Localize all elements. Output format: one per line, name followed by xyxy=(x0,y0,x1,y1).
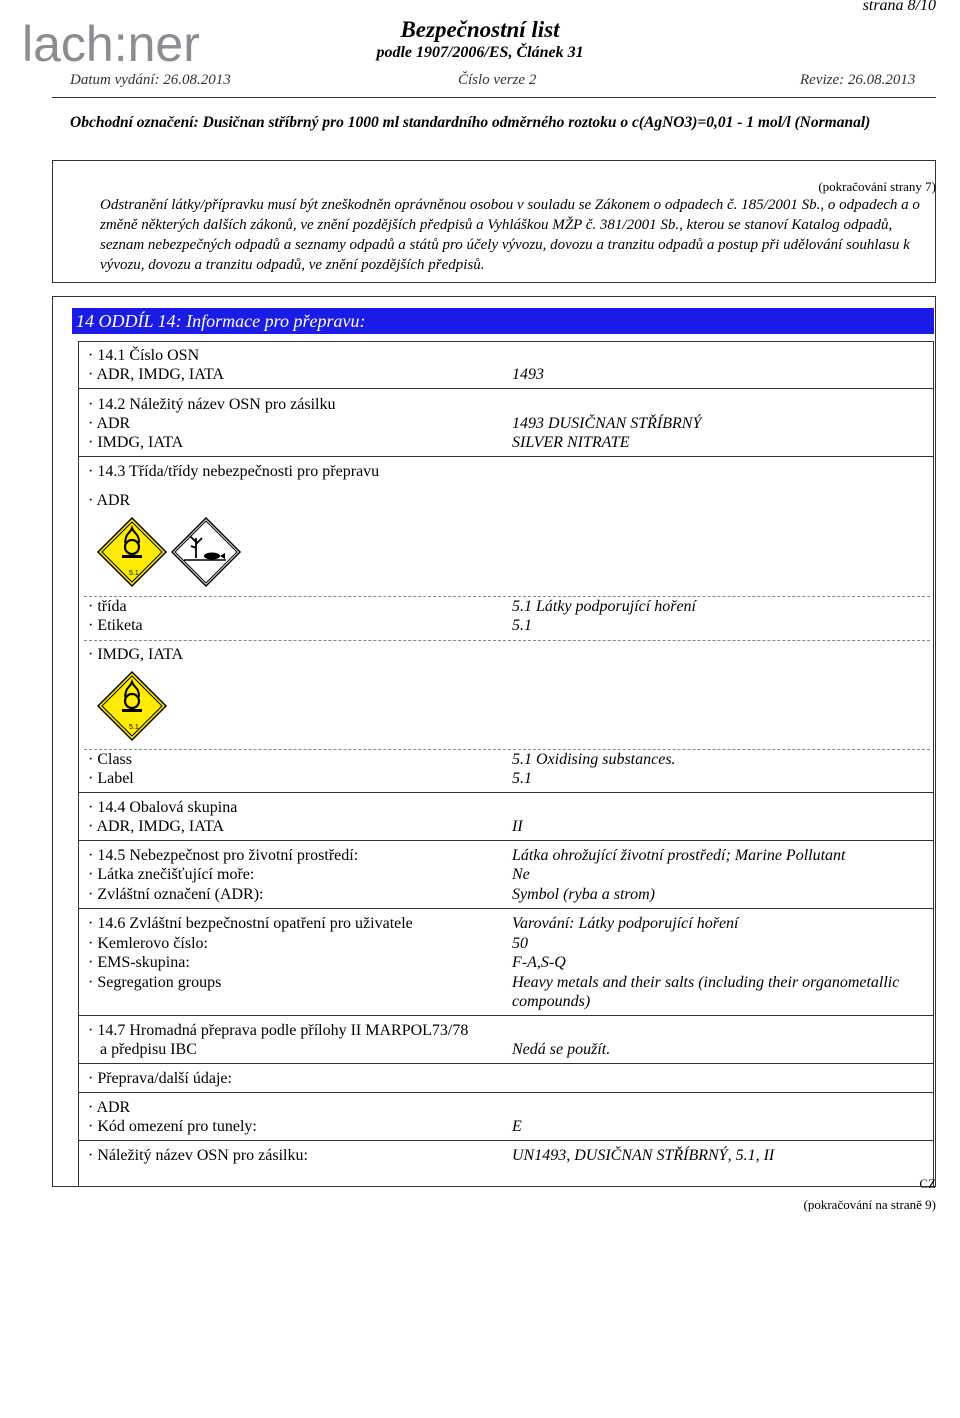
imdg-oxidizer-diamond-icon xyxy=(96,670,168,742)
shipping-name-imdg-value: SILVER NITRATE xyxy=(512,434,630,451)
continuation-to-next: (pokračování na straně 9) xyxy=(803,1197,936,1212)
header-rule xyxy=(52,97,936,98)
shipping-name-adr-label: · ADR xyxy=(88,415,131,432)
marine-pollutant-value: Ne xyxy=(512,866,530,883)
shipping-name-imdg-label: · IMDG, IATA xyxy=(88,434,184,451)
revision-date: Revize: 26.08.2013 xyxy=(800,72,916,88)
un-number-value: 1493 xyxy=(512,366,544,383)
proper-shipping-name-label: · Náležitý název OSN pro zásilku: xyxy=(88,1147,308,1164)
imdg-class-label: · Class xyxy=(88,751,132,768)
ems-value: F-A,S-Q xyxy=(512,954,566,971)
adr-class-value: 5.1 Látky podporující hoření xyxy=(512,598,696,615)
hazard-class-heading: · 14.3 Třída/třídy nebezpečnosti pro přepravu xyxy=(88,463,380,480)
packing-group-value: II xyxy=(512,818,523,835)
shipping-name-adr-value: 1493 DUSIČNAN STŘÍBRNÝ xyxy=(512,415,702,432)
segregation-value-line2: compounds) xyxy=(512,993,591,1010)
language-code: CZ xyxy=(919,1176,936,1191)
issue-date: Datum vydání: 26.08.2013 xyxy=(70,72,231,88)
tunnel-code-value: E xyxy=(512,1118,522,1135)
ems-label: · EMS-skupina: xyxy=(88,954,190,971)
pictogram-label-imdg: 5.1 xyxy=(129,724,139,731)
environment-heading-value: Látka ohrožující životní prostředí; Marine Pollutant xyxy=(512,847,846,864)
precautions-heading-value: Varování: Látky podporující hoření xyxy=(512,915,739,932)
section-14-banner: 14 ODDÍL 14: Informace pro přepravu: xyxy=(72,308,934,334)
adr-hazard-pictograms xyxy=(96,516,246,588)
environment-hazard-diamond-icon xyxy=(172,518,240,586)
segregation-value-line1: Heavy metals and their salts (including their organometallic xyxy=(512,974,900,991)
special-marking-label: · Zvláštní označení (ADR): xyxy=(88,886,264,903)
tunnel-code-label: · Kód omezení pro tunely: xyxy=(88,1118,257,1135)
special-marking-value: Symbol (ryba a strom) xyxy=(512,886,655,903)
shipping-name-heading: · 14.2 Náležitý název OSN pro zásilku xyxy=(88,396,336,413)
un-number-heading: · 14.1 Číslo OSN xyxy=(88,347,200,364)
bulk-heading-line2: a předpisu IBC xyxy=(100,1041,197,1058)
pictogram-label: 5.1 xyxy=(129,570,139,577)
hazard-class-adr-label: · ADR xyxy=(88,492,131,509)
bulk-heading-line1: · 14.7 Hromadná přeprava podle přílohy II MARPOL73/78 xyxy=(88,1022,469,1039)
packing-group-heading: · 14.4 Obalová skupina xyxy=(88,799,238,816)
page-number: strana 8/10 xyxy=(862,0,936,14)
bulk-value: Nedá se použít. xyxy=(512,1041,611,1058)
kemler-label: · Kemlerovo číslo: xyxy=(88,935,208,952)
continuation-from-previous: (pokračování strany 7) xyxy=(818,179,936,194)
environment-heading: · 14.5 Nebezpečnost pro životní prostředí: xyxy=(88,847,359,864)
additional-heading: · Přeprava/další údaje: xyxy=(88,1070,232,1087)
hazard-class-imdg-label: · IMDG, IATA xyxy=(88,646,184,663)
adr-class-label: · třída xyxy=(88,598,127,615)
marine-pollutant-label: · Látka znečišťující moře: xyxy=(88,866,255,883)
oxidizer-diamond-icon xyxy=(98,518,166,586)
version-number: Číslo verze 2 xyxy=(458,72,537,88)
adr-etiketa-value: 5.1 xyxy=(512,617,532,634)
adr-etiketa-label: · Etiketa xyxy=(88,617,143,634)
additional-adr-label: · ADR xyxy=(88,1099,131,1116)
packing-group-label: · ADR, IMDG, IATA xyxy=(88,818,225,835)
trade-name-rule xyxy=(52,160,936,161)
proper-shipping-name-value: UN1493, DUSIČNAN STŘÍBRNÝ, 5.1, II xyxy=(512,1147,775,1164)
trade-name: Obchodní označení: Dusičnan stříbrný pro 1000 ml standardního odměrného roztoku o c(AgNO3)=0,01 - 1 mol/l (Normanal) xyxy=(70,114,871,131)
precautions-heading: · 14.6 Zvláštní bezpečnostní opatření pro uživatele xyxy=(88,915,413,932)
disposal-paragraph: Odstranění látky/přípravku musí být zneškodněn oprávněnou osobou v souladu se Zákonem o odpadech č. 185/2001 Sb., o odpadech a o změně některých dalších zákonů, ve znění pozdějších předpisů a Vyhláškou MŽP č. 381/2001 Sb., kterou se stanoví Katalog odpadů, seznam nebezpečných odpadů a seznamy odpadů a států pro účely vývozu, dovozu a tranzitu odpadů a postup při udělování souhlasu k vývozu, dovozu a tranzitu odpadů, ve znění pozdějších předpisů. xyxy=(100,197,920,273)
document-subtitle: podle 1907/2006/ES, Článek 31 xyxy=(376,44,584,61)
kemler-value: 50 xyxy=(512,935,528,952)
un-number-label: · ADR, IMDG, IATA xyxy=(88,366,225,383)
company-logo: lach:ner xyxy=(22,16,200,72)
imdg-label-value: 5.1 xyxy=(512,770,532,787)
document-title: Bezpečnostní list xyxy=(400,17,560,42)
imdg-label-label: · Label xyxy=(88,770,134,787)
imdg-class-value: 5.1 Oxidising substances. xyxy=(512,751,676,768)
segregation-label: · Segregation groups xyxy=(88,974,222,991)
